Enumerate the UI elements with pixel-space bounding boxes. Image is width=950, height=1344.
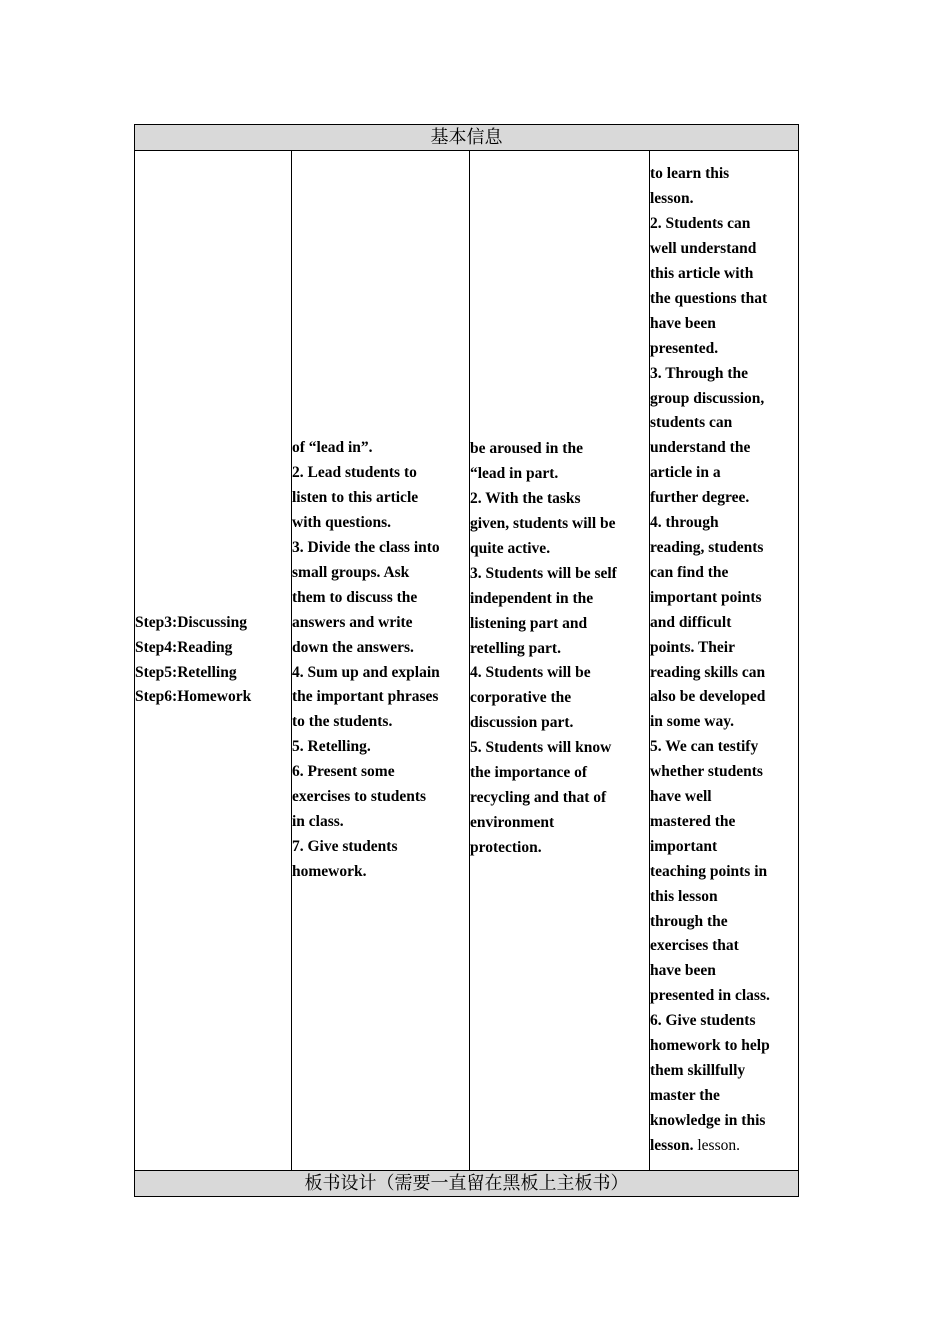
purpose-line: students can [650,414,733,432]
purpose-line: have been [650,314,716,332]
activity-line: down the answers. [292,638,414,656]
purpose-line: important points [650,588,762,606]
step-line: Step6:Homework [135,688,252,706]
purpose-last-plain: lesson. [693,1136,740,1154]
outcome-line: recycling and that of [470,788,607,806]
purpose-line: to learn this [650,165,730,183]
lesson-plan-table [134,124,799,1197]
outcome-line: 3. Students will be self [470,564,617,582]
activity-line: small groups. Ask [292,563,410,581]
activity-line: them to discuss the [292,588,418,606]
activity-line: of “lead in”. [292,439,373,457]
purpose-line: 6. Give students [650,1012,756,1030]
purpose-line: this lesson [650,887,718,905]
purpose-line: mastered the [650,812,736,830]
purpose-line: have been [650,962,716,980]
purpose-line: and difficult [650,613,732,631]
outcome-line: “lead in part. [470,465,559,483]
activity-line: in class. [292,812,344,830]
activity-line: 5. Retelling. [292,738,371,756]
purpose-last-bold: lesson. [650,1136,694,1154]
purpose-line: this article with [650,265,754,282]
activity-line: answers and write [292,613,413,631]
activity-line: the important phrases [292,688,439,706]
purpose-line: in some way. [650,713,734,731]
purpose-line: exercises that [650,937,739,955]
outcome-line: discussion part. [470,714,574,732]
step-line: Step5:Retelling [135,663,237,681]
purpose-last-line [650,1134,798,1159]
purpose-line: reading skills can [650,663,766,681]
steps-list [135,611,291,711]
outcome-line: 4. Students will be [470,664,591,682]
outcome-line: quite active. [470,539,551,557]
activity-line: 7. Give students [292,837,398,855]
outcome-line: given, students will be [470,515,616,533]
activity-line: 6. Present some [292,763,395,781]
activity-line: with questions. [292,514,392,532]
purpose-line: whether students [650,763,763,781]
purpose-line: presented in class. [650,987,770,1005]
activities-cell [292,151,470,1171]
purpose-line: further degree. [650,489,750,507]
activity-line: 4. Sum up and explain [292,663,440,681]
step-line: Step3:Discussing [135,613,247,631]
outcome-line: listening part and [470,614,588,632]
outcomes-list [470,437,649,860]
purpose-line: understand the [650,439,751,457]
purpose-line: 3. Through the [650,364,749,382]
step-line: Step4:Reading [135,638,233,656]
purpose-line: knowledge in this [650,1111,766,1129]
purpose-cell [650,151,799,1171]
purpose-line: 5. We can testify [650,738,759,756]
purpose-line: presented. [650,339,719,357]
outcome-line: corporative the [470,689,572,707]
purpose-line: important [650,837,718,855]
outcome-line: 5. Students will know [470,739,612,757]
outcome-line: independent in the [470,589,594,607]
board-design-header: 板书设计（需要一直留在黑板上主板书） [135,1171,799,1197]
outcome-line: environment [470,813,555,831]
purpose-line: teaching points in [650,862,768,880]
activity-line: 3. Divide the class into [292,538,440,556]
purpose-line: reading, students [650,538,764,556]
activity-line: homework. [292,862,367,880]
purpose-line: the questions that [650,289,768,307]
basic-info-header: 基本信息 [135,125,799,151]
steps-cell [135,151,292,1171]
purpose-line: lesson. [650,190,694,208]
purpose-line: can find the [650,563,729,581]
activities-list [292,436,469,884]
purpose-line: well understand [650,240,757,258]
activity-line: exercises to students [292,788,427,806]
purpose-line: also be developed [650,688,766,706]
purpose-line: through the [650,912,728,930]
outcome-line: be aroused in the [470,440,583,458]
purpose-line: group discussion, [650,389,765,407]
purpose-line: homework to help [650,1037,770,1055]
outcome-line: protection. [470,838,542,856]
purpose-line: article in a [650,464,721,482]
activity-line: to the students. [292,713,393,731]
purpose-list [650,162,798,1133]
purpose-line: 4. through [650,514,719,532]
outcome-line: 2. With the tasks [470,490,581,508]
activity-line: 2. Lead students to [292,464,417,482]
outcome-line: the importance of [470,764,588,782]
purpose-line: master the [650,1086,720,1104]
outcome-line: retelling part. [470,639,561,657]
purpose-line: them skillfully [650,1062,746,1079]
purpose-line: 2. Students can [650,215,751,233]
purpose-line: have well [650,788,712,806]
activity-line: listen to this article [292,489,419,507]
outcomes-cell [470,151,650,1171]
purpose-line: points. Their [650,638,735,656]
